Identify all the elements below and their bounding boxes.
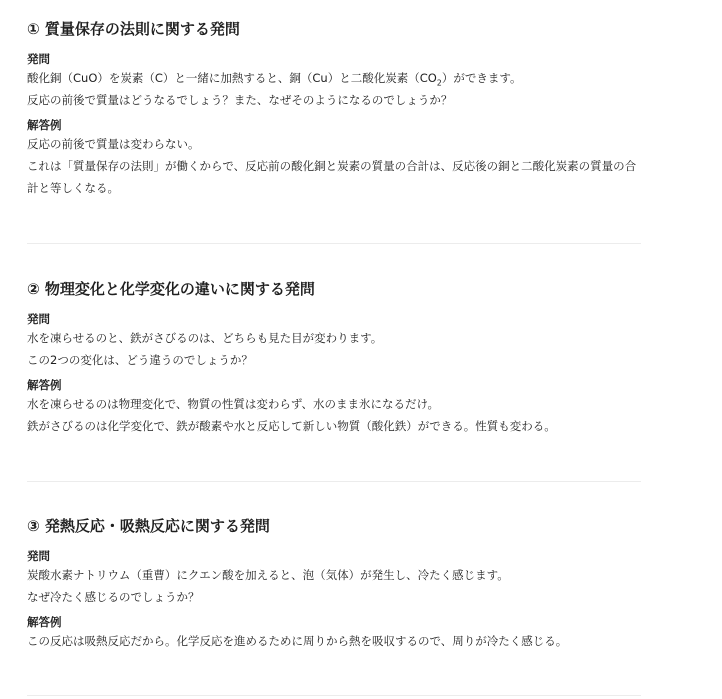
section-title: ① 質量保存の法則に関する発問 bbox=[27, 20, 240, 38]
question-label: 発問 bbox=[27, 312, 50, 326]
answer-label: 解答例 bbox=[27, 118, 62, 132]
question-line: 水を凍らせるのと、鉄がさびるのは、どちらも見た目が変わります。 bbox=[27, 331, 383, 345]
answer-line: この反応は吸熱反応だから。化学反応を進めるために周りから熱を吸収するので、周りが冷たく感じる。 bbox=[27, 634, 568, 648]
section-exo-endothermic bbox=[27, 516, 641, 652]
question-line: 炭酸水素ナトリウム（重曹）にクエン酸を加えると、泡（気体）が発生し、冷たく感じます。 bbox=[27, 568, 509, 582]
answer-line: 鉄がさびるのは化学変化で、鉄が酸素や水と反応して新しい物質（酸化鉄）ができる。性質も変わる。 bbox=[27, 419, 556, 433]
answer-line: 反応の前後で質量は変わらない。 bbox=[27, 137, 200, 151]
question-line: 酸化銅（CuO）を炭素（C）と一緒に加熱すると、銅（Cu）と二酸化炭素$(CO_2)$ができます。 bbox=[27, 71, 522, 88]
section-divider bbox=[27, 481, 641, 482]
question-line: なぜ冷たく感じるのでしょうか？ bbox=[27, 590, 200, 604]
question-line: 反応の前後で質量はどうなるでしょう？また、なぜそのようになるのでしょうか？ bbox=[27, 93, 453, 107]
section-divider bbox=[27, 243, 641, 244]
question-label: 発問 bbox=[27, 52, 50, 66]
section-title: ③ 発熱反応・吸熱反応に関する発問 bbox=[27, 517, 270, 535]
answer-line: 水を凍らせるのは物理変化で、物質の性質は変わらず、水のまま氷になるだけ。 bbox=[27, 397, 440, 411]
question-line: この2つの変化は、どう違うのでしょうか？ bbox=[27, 353, 253, 367]
answer-line: これは「質量保存の法則」が働くからで、反応前の酸化銅と炭素の質量の合計は、反応後の銅と二酸化炭素の質量の合計と等しくなる。 bbox=[27, 159, 637, 195]
section-mass-conservation bbox=[27, 19, 641, 199]
question-label: 発問 bbox=[27, 549, 50, 563]
section-physical-chemical-change bbox=[27, 279, 641, 437]
section-divider bbox=[27, 695, 641, 696]
answer-label: 解答例 bbox=[27, 378, 62, 392]
answer-label: 解答例 bbox=[27, 615, 62, 629]
section-title: ② 物理変化と化学変化の違いに関する発問 bbox=[27, 280, 315, 298]
